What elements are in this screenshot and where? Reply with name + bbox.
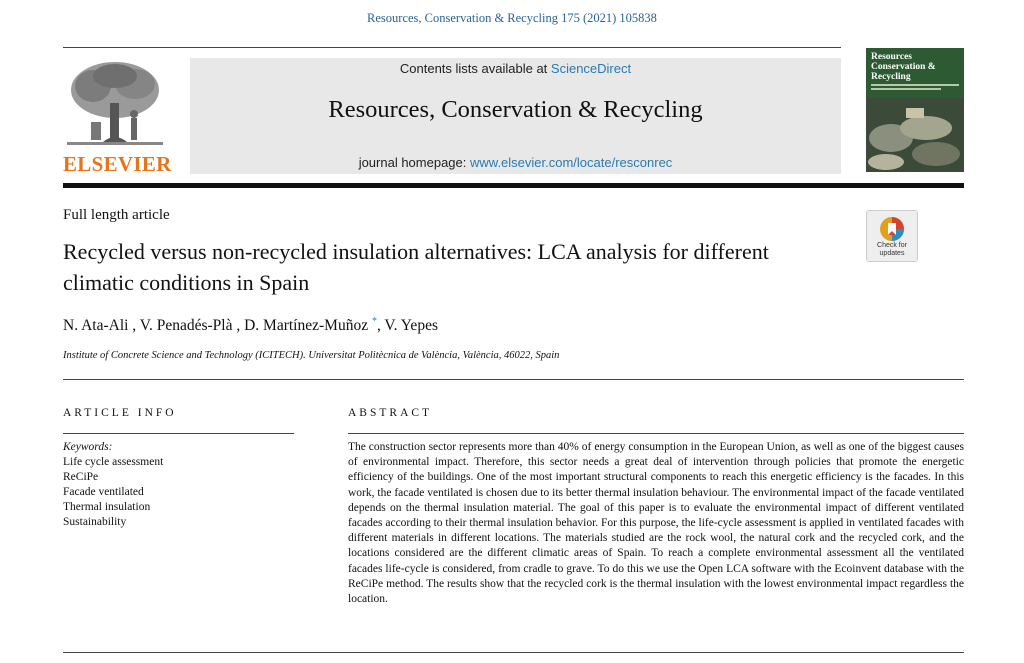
affiliation: Institute of Concrete Science and Technology (ICITECH). Universitat Politècnica de València, València, 46022, Spain (63, 350, 560, 361)
keyword-item: Facade ventilated (63, 486, 144, 498)
keyword-item: ReCiPe (63, 471, 99, 483)
publisher-wordmark: ELSEVIER (63, 152, 172, 176)
contents-prefix: Contents lists available at (399, 61, 551, 76)
keywords-block (63, 440, 163, 530)
article-info-rule (63, 433, 294, 434)
authors-main: N. Ata-Ali , V. Penadés-Plà , D. Martínez-Muñoz (63, 317, 369, 335)
header-thick-rule (63, 183, 964, 188)
paper-title: Recycled versus non-recycled insulation alternatives: LCA analysis for different climatic conditions in Spain (63, 239, 769, 295)
journal-title: Resources, Conservation & Recycling (328, 96, 703, 123)
journal-cover-image (866, 48, 964, 172)
author-list (63, 316, 438, 335)
check-for-updates-label: Check for updates (877, 242, 907, 257)
cover-photo (866, 98, 964, 172)
sciencedirect-link[interactable]: ScienceDirect (550, 61, 632, 76)
authors-tail: , V. Yepes (376, 317, 438, 335)
contents-line (190, 61, 841, 76)
keyword-item: Thermal insulation (63, 501, 151, 513)
keyword-item: Life cycle assessment (63, 456, 164, 468)
header-divider (63, 47, 841, 48)
cover-subtitle-lines (871, 84, 959, 92)
article-type: Full length article (63, 207, 170, 223)
bookmark-icon (879, 216, 905, 242)
keyword-item: Sustainability (63, 516, 127, 528)
check-for-updates-button[interactable] (866, 210, 918, 262)
corresponding-author-marker[interactable]: * (371, 316, 377, 327)
abstract-heading: ABSTRACT (348, 407, 433, 419)
homepage-link[interactable]: www.elsevier.com/locate/resconrec (470, 155, 673, 170)
article-info-heading: ARTICLE INFO (63, 407, 177, 419)
journal-citation: Resources, Conservation & Recycling 175 (2021) 105838 (367, 11, 657, 25)
cover-title: Resources Conservation & Recycling (871, 52, 936, 82)
abstract-text: The construction sector represents more than 40% of energy consumption in the European Union, as well as one of the biggest causes of environmental impact. Therefore, this sector needs a great deal of intervention through policies that promote the energetic efficiency of the buildings. One of the most important structural components to reach this energetic efficiency is the facades. In this work, the facade ventilated is chosen due to its better thermal insulation behaviour. The environmental impact of the facade ventilated depends on the thermal insulation material. The goal of this paper is to evaluate the environmental impact of different ventilated facades according to their thermal insulation behavior. For this purpose, the life-cycle assessment is applied in ventilated facades with different materials in different locations. The materials studied are the rock wool, the natural cork and the recycled cork, and the locations considered are the different climatic areas of Spain. To reach a complete environmental assessment all the ventilated facades life-cycle is considered, from cradle to grave. To do this we use the Open LCA software with the Ecoinvent database with the ReCiPe method. The results show that the recycled cork is the thermal insulation with the lowest environmental impact regardless the location. (348, 441, 964, 606)
section-divider (63, 379, 964, 380)
abstract-rule (348, 433, 964, 434)
bottom-divider (63, 652, 964, 653)
homepage-line (190, 155, 841, 170)
keywords-label: Keywords: (63, 441, 113, 453)
homepage-prefix: journal homepage: (358, 155, 470, 170)
